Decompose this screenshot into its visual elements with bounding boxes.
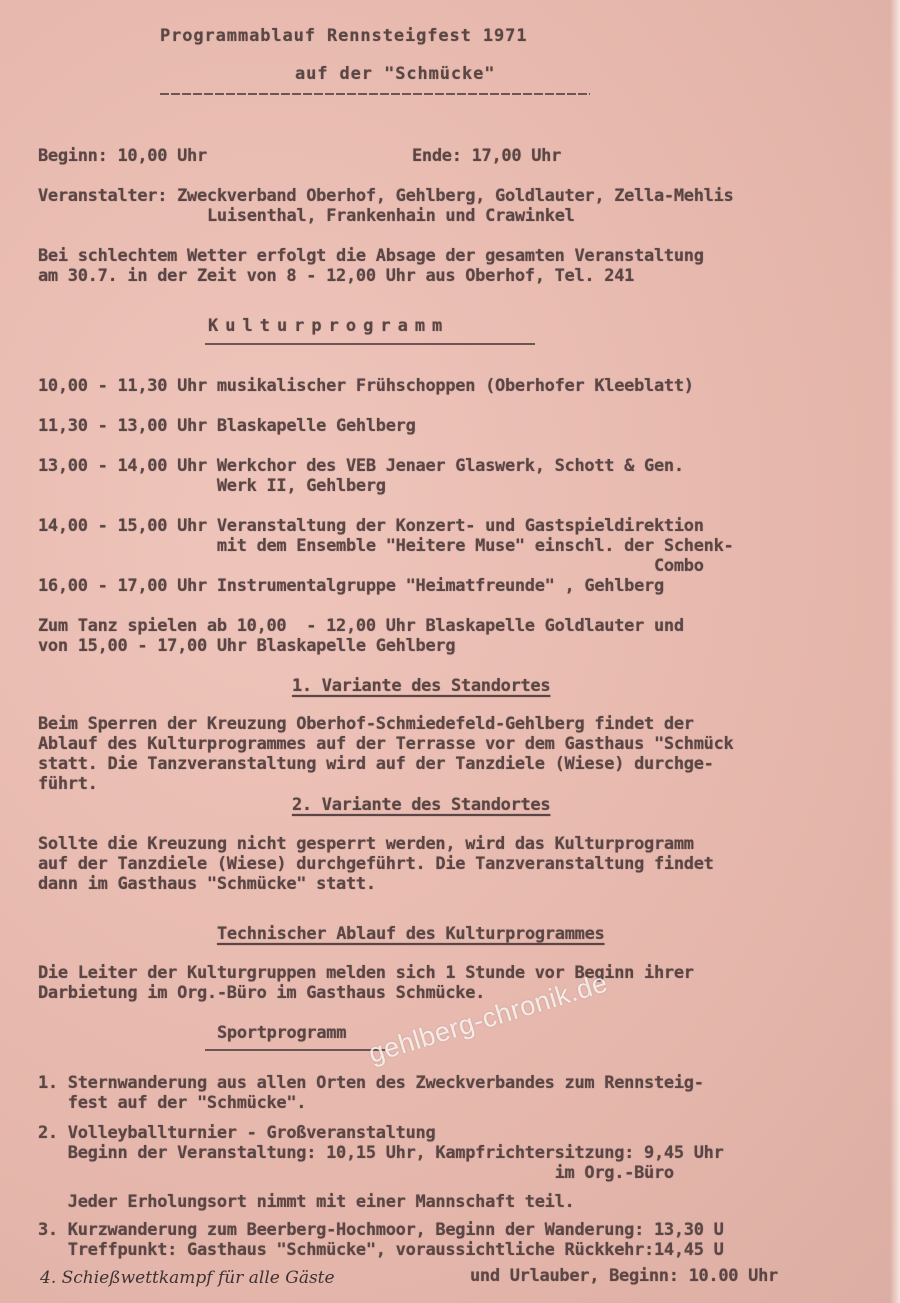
sport-item: fest auf der "Schmücke".: [38, 1093, 307, 1113]
culture-item: 16,00 - 17,00 Uhr Instrumentalgruppe "Heimatfreunde" , Gehlberg: [38, 576, 664, 596]
document-title: Programmablauf Rennsteigfest 1971: [160, 26, 528, 46]
sport-item: 3. Kurzwanderung zum Beerberg-Hochmoor, Beginn der Wanderung: 13,30 U: [38, 1220, 724, 1240]
technical-text: Die Leiter der Kulturgruppen melden sich 1 Stunde vor Beginn ihrer: [38, 963, 694, 983]
culture-item: 11,30 - 13,00 Uhr Blaskapelle Gehlberg: [38, 416, 416, 436]
document-subtitle: auf der "Schmücke": [295, 64, 496, 84]
technical-heading: Technischer Ablauf des Kulturprogrammes: [217, 924, 605, 944]
culture-item: Combo: [38, 556, 704, 576]
sport-item: Treffpunkt: Gasthaus "Schmücke", voraussichtliche Rückkehr:14,45 U: [38, 1240, 724, 1260]
weather-line-2: am 30.7. in der Zeit von 8 - 12,00 Uhr aus Oberhof, Tel. 241: [38, 266, 635, 286]
dance-line-2: von 15,00 - 17,00 Uhr Blaskapelle Gehlberg: [38, 636, 456, 656]
paper-edge: [890, 0, 900, 1303]
technical-text: Darbietung im Org.-Büro im Gasthaus Schmücke.: [38, 983, 486, 1003]
end-time: Ende: 17,00 Uhr: [412, 146, 562, 166]
handwritten-sport-item-4: 4. Schießwettkampf für alle Gäste: [40, 1268, 335, 1288]
weather-line-1: Bei schlechtem Wetter erfolgt die Absage der gesamten Veranstaltung: [38, 246, 704, 266]
start-time: Beginn: 10,00 Uhr: [38, 146, 207, 166]
sport-item: im Org.-Büro: [38, 1163, 674, 1183]
culture-item: 14,00 - 15,00 Uhr Veranstaltung der Konzert- und Gastspieldirektion: [38, 516, 704, 536]
variant-1-text: Beim Sperren der Kreuzung Oberhof-Schmiedefeld-Gehlberg findet der: [38, 714, 694, 734]
variant-1-heading: 1. Variante des Standortes: [292, 676, 551, 696]
sport-item: Jeder Erholungsort nimmt mit einer Mannschaft teil.: [38, 1192, 575, 1212]
sport-item: 2. Volleyballturnier - Großveranstaltung: [38, 1123, 436, 1143]
culture-item: 10,00 - 11,30 Uhr musikalischer Frühschoppen (Oberhofer Kleeblatt): [38, 376, 694, 396]
variant-1-text: führt.: [38, 774, 98, 794]
watermark-text: gehlberg-chronik.de: [365, 967, 612, 1069]
dance-line-1: Zum Tanz spielen ab 10,00 - 12,00 Uhr Blaskapelle Goldlauter und: [38, 616, 684, 636]
sport-item-4-typed: und Urlauber, Beginn: 10.00 Uhr: [470, 1266, 778, 1286]
variant-2-text: auf der Tanzdiele (Wiese) durchgeführt. Die Tanzveranstaltung findet: [38, 854, 714, 874]
variant-1-text: statt. Die Tanzveranstaltung wird auf der Tanzdiele (Wiese) durchge-: [38, 754, 714, 774]
sport-item: 1. Sternwanderung aus allen Orten des Zweckverbandes zum Rennsteig-: [38, 1073, 704, 1093]
title-rule: [160, 93, 590, 95]
variant-1-text: Ablauf des Kulturprogrammes auf der Terrasse vor dem Gasthaus "Schmück: [38, 734, 734, 754]
sport-item: Beginn der Veranstaltung: 10,15 Uhr, Kampfrichtersitzung: 9,45 Uhr: [38, 1143, 724, 1163]
variant-2-text: Sollte die Kreuzung nicht gesperrt werden, wird das Kulturprogramm: [38, 834, 694, 854]
sport-heading-rule: [205, 1049, 385, 1051]
culture-item: mit dem Ensemble "Heitere Muse" einschl. der Schenk-: [38, 536, 734, 556]
culture-heading-rule: [205, 343, 535, 345]
sport-heading: Sportprogramm: [217, 1023, 347, 1043]
variant-2-heading: 2. Variante des Standortes: [292, 795, 551, 815]
culture-item: Werk II, Gehlberg: [38, 476, 386, 496]
culture-heading: Kulturprogramm: [208, 316, 450, 336]
organizer-line-2: Luisenthal, Frankenhain und Crawinkel: [207, 206, 575, 226]
variant-2-text: dann im Gasthaus "Schmücke" statt.: [38, 874, 376, 894]
culture-item: 13,00 - 14,00 Uhr Werkchor des VEB Jenaer Glaswerk, Schott & Gen.: [38, 456, 684, 476]
organizer-line-1: Veranstalter: Zweckverband Oberhof, Gehlberg, Goldlauter, Zella-Mehlis: [38, 186, 734, 206]
